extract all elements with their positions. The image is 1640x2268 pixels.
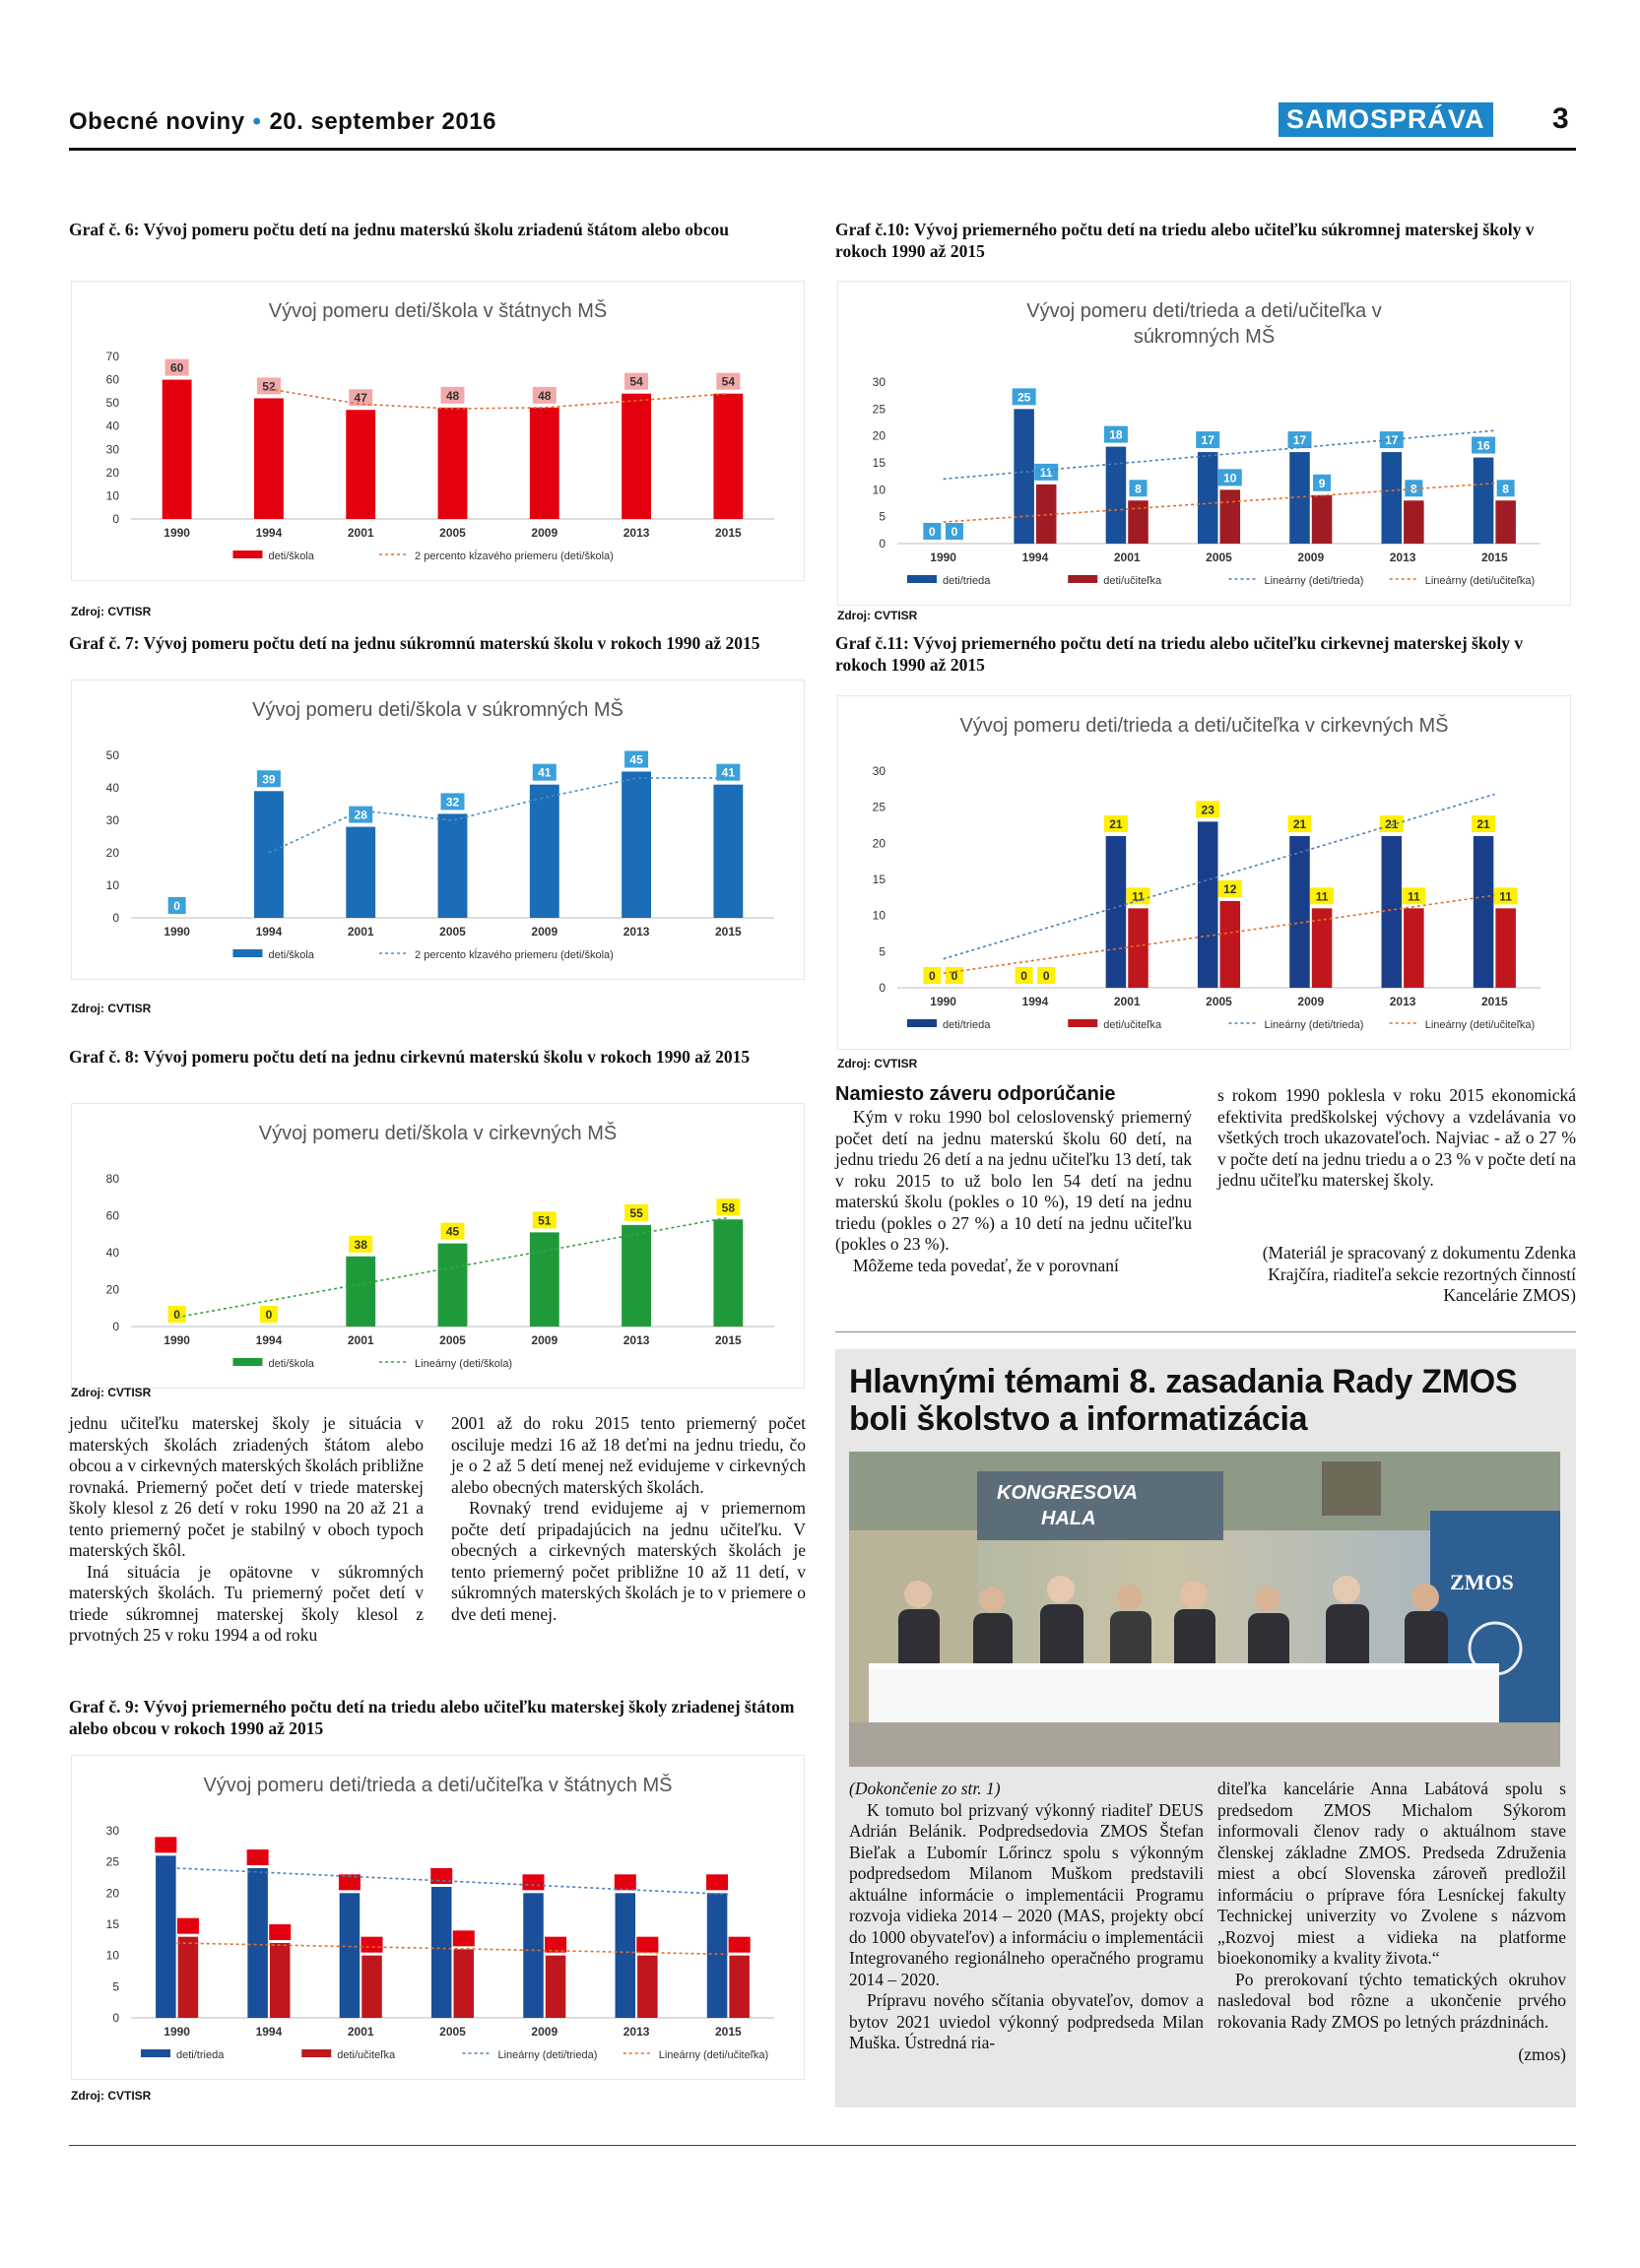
x-tick-label: 2001 — [347, 526, 374, 540]
legend-label: deti/učiteľka — [1103, 575, 1162, 587]
paragraph: Môžeme teda povedať, že v porovnaní — [853, 1255, 1119, 1275]
bar — [1382, 836, 1403, 988]
chart-9 — [71, 1755, 805, 2080]
data-label-bg — [453, 1930, 475, 1946]
masthead — [69, 108, 496, 136]
page-number: 3 — [1552, 102, 1569, 135]
bar — [1474, 836, 1494, 988]
y-tick-label: 25 — [872, 402, 886, 417]
conclusion-heading: Namiesto záveru odporúčanie — [835, 1083, 1116, 1105]
bar — [247, 1868, 268, 2018]
bar — [1106, 447, 1127, 544]
bar — [1289, 836, 1310, 988]
x-tick-label: 2005 — [439, 1333, 466, 1347]
paragraph: Kým v roku 1990 bol celoslovenský priemerný počet detí na jednu materskú školu 60 detí, na jednu triedu 26 detí a na jednu učiteľku 13 detí, tak v roku 2015 to už bolo len 54 detí na jednu materskú školu (pokles o 10 %), 19 detí na jednu triedu (pokles o 27 %) a 10 detí na jednu učiteľku (pokles o 23 %). — [835, 1107, 1192, 1254]
y-tick-label: 0 — [112, 911, 119, 925]
y-tick-label: 0 — [879, 981, 886, 995]
data-label: 45 — [629, 752, 643, 767]
paper-name: Obecné noviny — [69, 108, 245, 135]
legend-label: Lineárny (deti/učiteľka) — [1424, 575, 1536, 587]
paragraph: K tomuto bol prizvaný výkonný riaditeľ DEUS Adrián Belánik. Podpredsedovia ZMOS Štefan Bieľak a Ľubomír Lőrincz spolu s výkonným podpredsedom Milanom Muškom predstavili aktuálne informácie o implementácii Programu rozvoja vidieka 2014 – 2020 (MAS, projekty obcí do 1000 obyvateľov) a informáciu o implementácii Integrovaného regionálneho operačného programu 2014 – 2020. — [849, 1799, 1204, 1989]
header-rule — [69, 148, 1576, 151]
y-tick-label: 10 — [105, 1948, 119, 1963]
y-tick-label: 20 — [872, 836, 886, 851]
photo-sign: HALA — [1041, 1508, 1096, 1529]
bar — [546, 1956, 566, 2018]
data-label: 17 — [1201, 433, 1214, 448]
bar — [1474, 458, 1494, 544]
data-label-bg — [247, 1849, 269, 1865]
data-label: 54 — [721, 374, 736, 389]
divider — [835, 1331, 1576, 1332]
chart-title: Vývoj pomeru deti/škola v cirkevných MŠ — [258, 1123, 618, 1144]
x-tick-label: 1994 — [1021, 551, 1049, 564]
x-tick-label: 1990 — [164, 2025, 190, 2039]
x-tick-label: 1990 — [164, 925, 190, 939]
chart-title: súkromných MŠ — [1133, 326, 1276, 348]
y-tick-label: 50 — [105, 396, 119, 411]
x-tick-label: 1990 — [164, 1333, 190, 1347]
left-text-col1 — [69, 1413, 424, 1647]
legend-label: Lineárny (deti/učiteľka) — [1424, 1019, 1536, 1031]
x-tick-label: 2015 — [715, 925, 742, 939]
chart-8-caption: Graf č. 8: Vývoj pomeru počtu detí na jednu cirkevnú materskú školu v rokoch 1990 až 2015 — [69, 1047, 751, 1067]
bar — [346, 1257, 375, 1327]
data-label: 9 — [1318, 476, 1326, 490]
meeting-photo — [849, 1452, 1560, 1767]
bar — [530, 1232, 559, 1327]
bar — [340, 1893, 361, 2018]
chart-8 — [71, 1103, 805, 1389]
y-tick-label: 30 — [872, 375, 886, 389]
data-label: 16 — [1476, 438, 1490, 453]
bar — [1128, 908, 1148, 988]
chart-7 — [71, 680, 805, 980]
bar — [1404, 500, 1424, 544]
data-label: 11 — [1315, 889, 1329, 904]
x-tick-label: 2005 — [439, 526, 466, 540]
chart-title: Vývoj pomeru deti/trieda a deti/učiteľka v — [1026, 300, 1382, 322]
y-tick-label: 80 — [105, 1172, 119, 1186]
y-tick-label: 30 — [105, 813, 119, 827]
x-tick-label: 1994 — [255, 1333, 283, 1347]
bar — [254, 398, 284, 519]
bar — [1495, 908, 1516, 988]
data-label: 47 — [354, 391, 367, 406]
signature: (zmos) — [1518, 2044, 1566, 2064]
data-label: 0 — [929, 525, 936, 539]
data-label: 11 — [1408, 889, 1420, 904]
bar — [622, 1225, 651, 1327]
data-label: 8 — [1135, 482, 1142, 496]
data-label-bg — [361, 1937, 383, 1953]
legend-swatch — [301, 2049, 331, 2057]
data-label: 21 — [1292, 817, 1307, 831]
data-label: 11 — [1039, 465, 1053, 480]
news-headline: Hlavnými témami 8. zasadania Rady ZMOS boli školstvo a informatizácia — [849, 1363, 1518, 1438]
data-label: 21 — [1476, 817, 1490, 831]
x-tick-label: 1994 — [255, 2025, 283, 2039]
legend-swatch — [907, 1019, 937, 1027]
data-label: 48 — [445, 388, 460, 403]
data-label: 51 — [538, 1213, 552, 1228]
photo-sign: KONGRESOVA — [997, 1482, 1138, 1504]
y-tick-label: 40 — [105, 1246, 119, 1260]
data-label-bg — [729, 1937, 751, 1953]
data-label: 21 — [1385, 817, 1399, 831]
paragraph: jednu učiteľku materskej školy je situácia v materských školách zriadených štátom alebo obcou a v cirkevných materských školách približne rovnaká. Priemerný počet detí v triede materskej školy klesol z 26 detí v roku 1990 na 20 až 21 a tento priemerný počet je stabilný v oboch typoch materských škôl. — [69, 1413, 424, 1560]
chart-9-source: Zdroj: CVTISR — [71, 2089, 152, 2103]
x-tick-label: 2005 — [439, 2025, 466, 2039]
data-label: 41 — [538, 765, 552, 780]
chart-6-caption: Graf č. 6: Vývoj pomeru počtu detí na jednu materskú školu zriadenú štátom alebo obcou — [69, 220, 730, 239]
x-tick-label: 1990 — [930, 995, 956, 1008]
data-label: 17 — [1385, 433, 1399, 448]
y-tick-label: 15 — [105, 1917, 119, 1931]
bar — [616, 1893, 636, 2018]
bar — [163, 380, 192, 519]
data-label: 10 — [1223, 471, 1237, 486]
paragraph: Iná situácia je opätovne v súkromných materských školách. Tu priemerný počet detí v triede súkromnej materskej školy klesol z prvotných 25 v roku 1994 a od roku — [69, 1561, 424, 1645]
bar — [156, 1855, 176, 2018]
bar — [523, 1893, 544, 2018]
x-tick-label: 2015 — [1481, 995, 1508, 1008]
data-label: 0 — [1020, 969, 1027, 983]
data-label-bg — [155, 1837, 176, 1852]
paragraph: Rovnaký trend evidujeme aj v priemernom počte detí pripadajúcich na jednu učiteľku. V obecných a cirkevných materských školách je tento priemerný počet približne 10 až 11 detí, v súkromných materských školách je to v priemere o dve deti menej. — [451, 1498, 806, 1624]
y-tick-label: 5 — [879, 509, 886, 524]
news-col2 — [1217, 1779, 1566, 2066]
data-label: 8 — [1502, 482, 1509, 496]
y-tick-label: 0 — [112, 2011, 119, 2025]
chart-10-caption: Graf č.10: Vývoj priemerného počtu detí na triedu alebo učiteľku súkromnej materskej školy v rokoch 1990 až 2015 — [835, 220, 1535, 261]
data-label-bg — [522, 1874, 544, 1890]
chart-7-source: Zdroj: CVTISR — [71, 1002, 152, 1015]
bar — [454, 1949, 475, 2018]
bar — [1128, 500, 1148, 544]
x-tick-label: 2001 — [347, 2025, 374, 2039]
x-tick-label: 2013 — [623, 2025, 650, 2039]
x-tick-label: 2009 — [531, 1333, 558, 1347]
chart-title: Vývoj pomeru deti/trieda a deti/učiteľka v cirkevných MŠ — [959, 715, 1449, 737]
paragraph: Prípravu nového sčítania obyvateľov, domov a bytov 2021 uviedol výkonný podpredseda Milan Muška. Ústredná ria- — [849, 1990, 1204, 2052]
data-label: 39 — [262, 772, 276, 787]
chart-6-source: Zdroj: CVTISR — [71, 605, 152, 618]
x-tick-label: 1990 — [930, 551, 956, 564]
y-tick-label: 10 — [105, 488, 119, 503]
data-label: 8 — [1410, 482, 1417, 496]
data-label: 0 — [173, 899, 180, 913]
y-tick-label: 30 — [872, 764, 886, 778]
chart-11 — [837, 695, 1571, 1050]
bar — [438, 408, 468, 519]
x-tick-label: 2005 — [439, 925, 466, 939]
y-tick-label: 30 — [105, 442, 119, 457]
photo-illustration — [849, 1452, 1560, 1767]
legend-swatch — [232, 551, 262, 558]
data-label: 32 — [445, 795, 460, 810]
bar — [346, 827, 375, 918]
y-tick-label: 70 — [105, 350, 119, 363]
x-tick-label: 2015 — [715, 2025, 742, 2039]
bar — [1312, 908, 1333, 988]
chart-svg — [838, 282, 1570, 605]
legend-label: 2 percento kĺzavého priemeru (deti/škola) — [415, 949, 614, 961]
trend-line — [269, 389, 728, 409]
x-tick-label: 2013 — [1389, 995, 1416, 1008]
bar — [346, 410, 375, 519]
legend-label: deti/škola — [268, 551, 314, 562]
legend-label: deti/trieda — [943, 575, 991, 587]
bar — [1404, 908, 1424, 988]
bar — [438, 813, 468, 918]
x-tick-label: 2015 — [715, 526, 742, 540]
y-tick-label: 40 — [105, 419, 119, 433]
conclusion-col1 — [835, 1107, 1192, 1276]
y-tick-label: 5 — [112, 1979, 119, 1994]
chart-11-caption: Graf č.11: Vývoj priemerného počtu detí na triedu alebo učiteľku cirkevnej materskej školy v rokoch 1990 až 2015 — [835, 633, 1524, 675]
y-tick-label: 10 — [105, 878, 119, 892]
data-label-bg — [269, 1924, 291, 1940]
bullet-icon: • — [252, 108, 262, 135]
bar — [1198, 821, 1218, 988]
data-label: 52 — [262, 379, 276, 394]
x-tick-label: 2005 — [1206, 551, 1232, 564]
y-tick-label: 60 — [105, 372, 119, 387]
data-label: 0 — [929, 969, 936, 983]
data-label: 11 — [1132, 889, 1145, 904]
bar — [1220, 901, 1241, 988]
data-label: 18 — [1109, 427, 1123, 442]
bar — [637, 1956, 658, 2018]
legend-label: Lineárny (deti/trieda) — [1264, 1019, 1364, 1031]
y-tick-label: 30 — [105, 1824, 119, 1838]
legend-label: deti/učiteľka — [337, 2049, 396, 2061]
chart-6 — [71, 281, 805, 581]
legend-swatch — [232, 1358, 262, 1366]
y-tick-label: 50 — [105, 748, 119, 762]
x-tick-label: 1994 — [1021, 995, 1049, 1008]
y-tick-label: 60 — [105, 1208, 119, 1223]
data-label: 45 — [445, 1224, 460, 1239]
bar — [530, 408, 559, 519]
bar — [530, 785, 559, 918]
bar — [1495, 500, 1516, 544]
chart-9-caption: Graf č. 9: Vývoj priemerného počtu detí na triedu alebo učiteľku materskej školy zriadenej štátom alebo obcou v rokoch 1990 až 2015 — [69, 1697, 795, 1738]
y-tick-label: 40 — [105, 781, 119, 795]
x-tick-label: 2015 — [715, 1333, 742, 1347]
x-tick-label: 2009 — [531, 2025, 558, 2039]
data-label: 17 — [1292, 433, 1307, 448]
bar — [270, 1943, 291, 2018]
chart-title: Vývoj pomeru deti/škola v štátnych MŠ — [268, 300, 608, 322]
data-label: 55 — [629, 1205, 643, 1220]
bar — [707, 1893, 728, 2018]
bar — [254, 791, 284, 918]
x-tick-label: 1990 — [164, 526, 190, 540]
x-tick-label: 2013 — [1389, 551, 1416, 564]
data-label-bg — [706, 1874, 728, 1890]
chart-8-source: Zdroj: CVTISR — [71, 1386, 152, 1399]
chart-svg — [72, 680, 804, 979]
data-label: 58 — [721, 1200, 736, 1215]
chart-svg — [72, 1756, 804, 2079]
chart-11-source: Zdroj: CVTISR — [837, 1057, 918, 1070]
x-tick-label: 2001 — [1113, 551, 1141, 564]
legend-label: deti/škola — [268, 949, 314, 961]
paragraph: 2001 až do roku 2015 tento priemerný počet osciluje medzi 16 až 18 deťmi na jednu triedu, čo je o 2 až 5 detí menej než evidujeme v cirkevných alebo obecných materských školách. — [451, 1413, 806, 1497]
legend-label: 2 percento kĺzavého priemeru (deti/škola) — [415, 551, 614, 562]
legend-swatch — [232, 949, 262, 957]
bar — [1312, 495, 1333, 544]
legend-label: Lineárny (deti/trieda) — [1264, 575, 1364, 587]
y-tick-label: 0 — [112, 1320, 119, 1333]
chart-10 — [837, 281, 1571, 606]
chart-title: Vývoj pomeru deti/trieda a deti/učiteľka v štátnych MŠ — [203, 1775, 673, 1796]
y-tick-label: 0 — [112, 512, 119, 526]
x-tick-label: 2001 — [347, 1333, 374, 1347]
bar — [1220, 489, 1241, 544]
x-tick-label: 2013 — [623, 526, 650, 540]
legend-label: Lineárny (deti/učiteľka) — [658, 2049, 769, 2061]
left-text-col2 — [451, 1413, 806, 1625]
issue-date: 20. september 2016 — [269, 108, 496, 135]
legend-swatch — [907, 575, 937, 583]
legend-label: deti/trieda — [176, 2049, 225, 2061]
x-tick-label: 2015 — [1481, 551, 1508, 564]
y-tick-label: 10 — [872, 483, 886, 497]
bar — [622, 772, 651, 919]
x-tick-label: 2013 — [623, 1333, 650, 1347]
data-label: 0 — [1042, 969, 1050, 983]
data-label-bg — [636, 1937, 658, 1953]
data-label: 0 — [265, 1308, 273, 1322]
x-tick-label: 2009 — [531, 526, 558, 540]
legend-label: deti/trieda — [943, 1019, 991, 1031]
data-label: 48 — [538, 388, 552, 403]
x-tick-label: 2009 — [1297, 551, 1325, 564]
y-tick-label: 10 — [872, 908, 886, 923]
bar — [622, 394, 651, 519]
bar — [431, 1887, 452, 2018]
data-label: 0 — [951, 525, 958, 539]
chart-svg — [838, 696, 1570, 1049]
news-col1 — [849, 1779, 1204, 2054]
x-tick-label: 2001 — [347, 925, 374, 939]
y-tick-label: 20 — [105, 465, 119, 480]
paragraph: s rokom 1990 poklesla v roku 2015 ekonomická efektivita predškolskej výchovy a vzdelávania vo všetkých troch ukazovateľoch. Najviac - až o 27 % v počte detí na jednu triedu a o 23 % v počte detí na jednu učiteľku materskej školy. — [1217, 1085, 1576, 1190]
bar — [1036, 485, 1057, 544]
chart-10-source: Zdroj: CVTISR — [837, 609, 918, 622]
data-label: 0 — [173, 1308, 180, 1322]
x-tick-label: 2009 — [1297, 995, 1325, 1008]
x-tick-label: 1994 — [255, 925, 283, 939]
x-tick-label: 2005 — [1206, 995, 1232, 1008]
x-tick-label: 1994 — [255, 526, 283, 540]
data-label: 0 — [951, 969, 958, 983]
chart-svg — [72, 1104, 804, 1388]
zmos-logo: ZMOS — [1450, 1570, 1514, 1594]
legend-label: Lineárny (deti/škola) — [415, 1358, 513, 1370]
legend-label: deti/učiteľka — [1103, 1019, 1162, 1031]
y-tick-label: 20 — [872, 428, 886, 443]
bar — [713, 1219, 743, 1327]
y-tick-label: 0 — [879, 537, 886, 551]
bar — [1382, 452, 1403, 544]
continued-note: (Dokončenie zo str. 1) — [849, 1779, 1001, 1798]
x-tick-label: 2009 — [531, 925, 558, 939]
legend-swatch — [1068, 1019, 1097, 1027]
x-tick-label: 2013 — [623, 925, 650, 939]
y-tick-label: 25 — [105, 1854, 119, 1869]
section-label: SAMOSPRÁVA — [1279, 102, 1493, 137]
data-label: 12 — [1223, 882, 1237, 896]
data-label-bg — [615, 1874, 636, 1890]
legend-swatch — [141, 2049, 170, 2057]
y-tick-label: 20 — [105, 846, 119, 860]
bar — [178, 1937, 199, 2018]
data-label: 25 — [1017, 390, 1031, 405]
trend-line — [269, 778, 728, 853]
chart-title: Vývoj pomeru deti/škola v súkromných MŠ — [252, 699, 623, 721]
data-label: 54 — [629, 374, 643, 389]
legend-swatch — [1068, 575, 1097, 583]
paragraph: diteľka kancelárie Anna Labátová spolu s predsedom ZMOS Michalom Sýkorom informovali členov rady o aktuálnom stave členskej základne ZMOS. Predseda Združenia miest a obcí Slovenska zároveň predložil informáciu o príprave fóra Lesníckej fakulty Technickej univerzity vo Zvolene s názvom „Rozvoj miest a vidieka na platforme bioekonomiky a kvality života.“ — [1217, 1779, 1566, 1968]
y-tick-label: 15 — [872, 873, 886, 886]
bar — [361, 1956, 382, 2018]
data-label: 21 — [1109, 817, 1123, 831]
source-note: (Materiál je spracovaný z dokumentu Zdenka Krajčíra, riaditeľa sekcie rezortných činností Kancelárie ZMOS) — [1262, 1243, 1576, 1305]
footer-rule — [69, 2145, 1576, 2146]
data-label: 23 — [1201, 803, 1214, 817]
data-label: 11 — [1499, 889, 1512, 904]
data-label-bg — [177, 1918, 199, 1934]
y-tick-label: 5 — [879, 944, 886, 959]
bar — [1014, 409, 1034, 544]
bar — [1198, 452, 1218, 544]
y-tick-label: 15 — [872, 456, 886, 470]
data-label: 41 — [721, 765, 736, 780]
y-tick-label: 25 — [872, 800, 886, 814]
bar — [438, 1244, 468, 1327]
bar — [729, 1956, 750, 2018]
bar — [713, 394, 743, 519]
legend-label: Lineárny (deti/trieda) — [497, 2049, 598, 2061]
bar — [713, 785, 743, 918]
paragraph: Po prerokovaní týchto tematických okruhov nasledoval bod rôzne a ukončenie prvého rokovania Rady ZMOS po letných prázdninách. — [1217, 1969, 1566, 2032]
x-tick-label: 2001 — [1113, 995, 1141, 1008]
legend-label: deti/škola — [268, 1358, 314, 1370]
data-label: 28 — [354, 808, 367, 822]
conclusion-col2 — [1217, 1085, 1576, 1192]
data-label: 60 — [169, 360, 184, 375]
chart-svg — [72, 282, 804, 580]
y-tick-label: 20 — [105, 1886, 119, 1901]
bar — [1106, 836, 1127, 988]
y-tick-label: 20 — [105, 1282, 119, 1297]
chart-7-caption: Graf č. 7: Vývoj pomeru počtu detí na jednu súkromnú materskú školu v rokoch 1990 až 2015 — [69, 633, 760, 653]
data-label: 38 — [354, 1237, 367, 1252]
